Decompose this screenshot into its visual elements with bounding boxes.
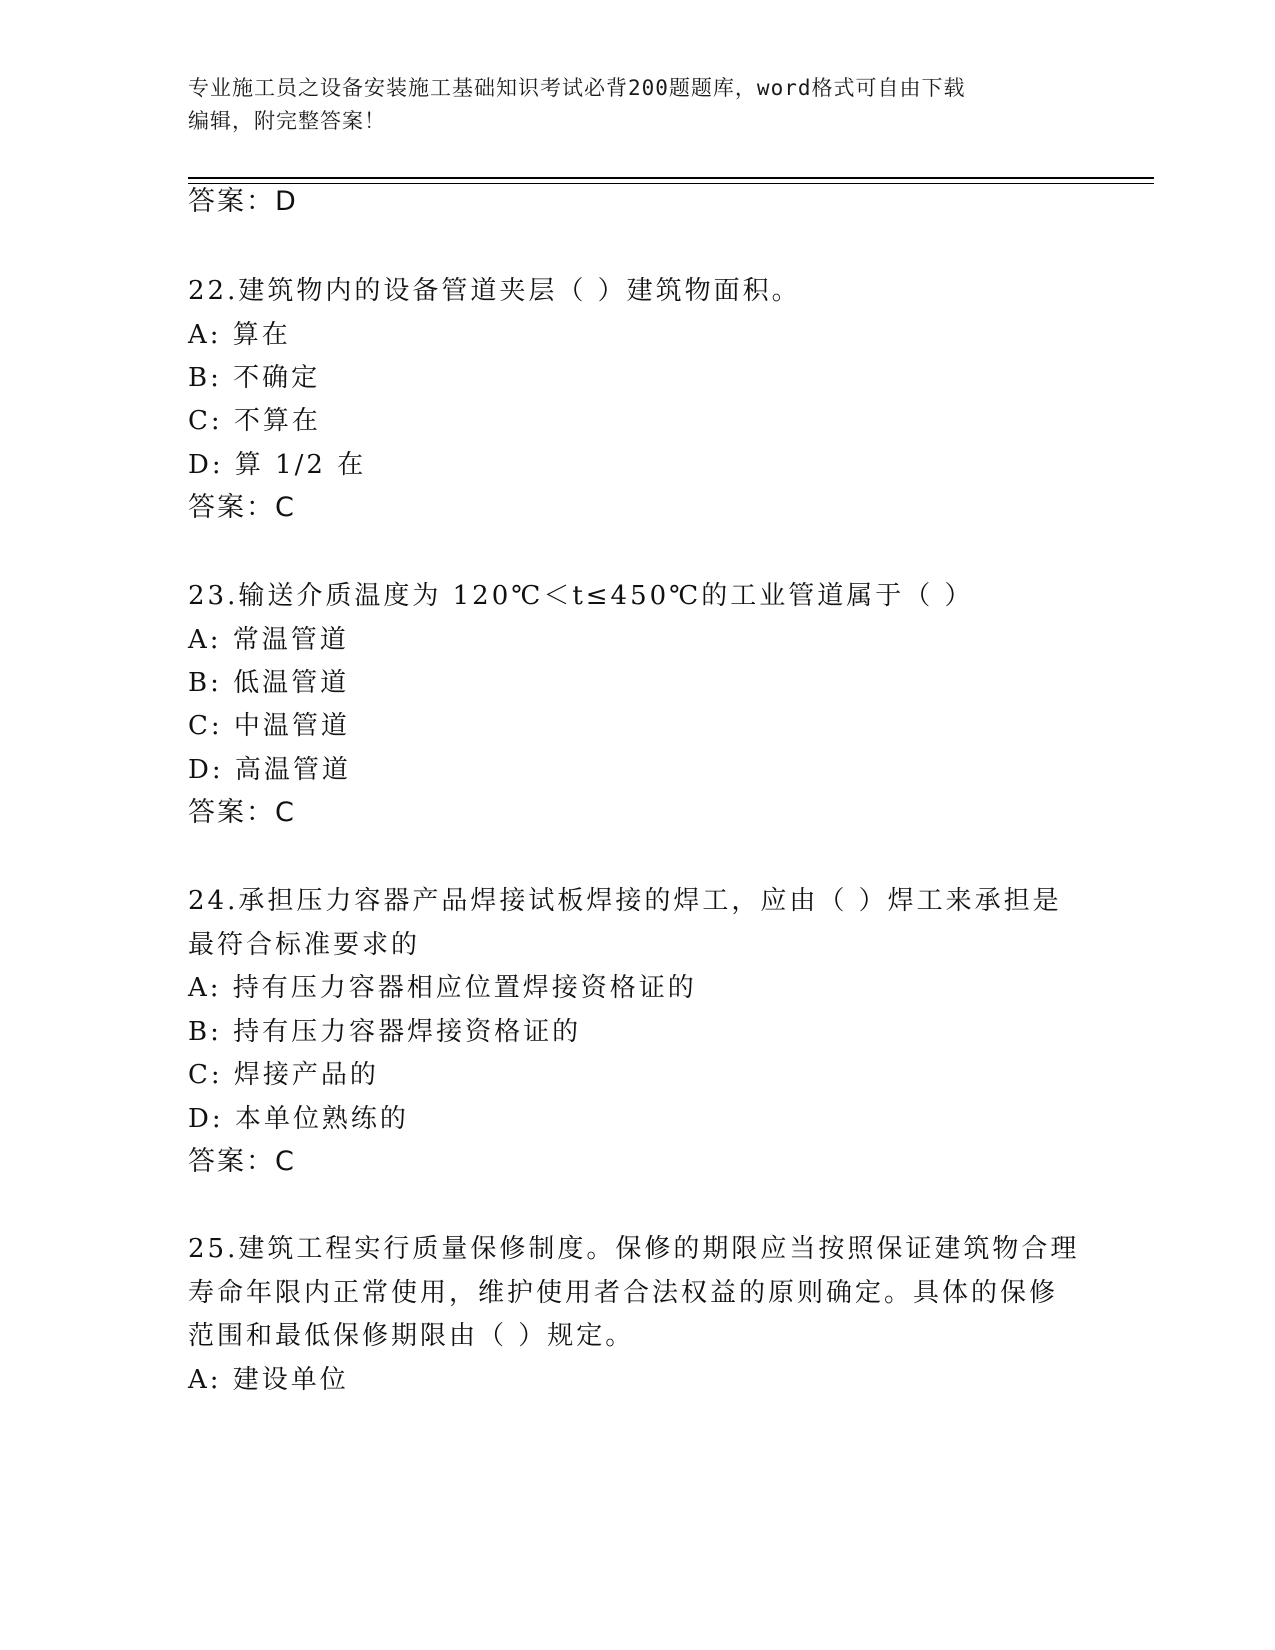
question-22-option-c: C: 不算在 xyxy=(188,406,321,436)
question-23-option-d: D: 高温管道 xyxy=(188,755,351,785)
question-23-option-c: C: 中温管道 xyxy=(188,711,350,741)
question-22-answer: 答案：C xyxy=(188,492,296,523)
answer-line-21: 答案：D xyxy=(188,186,298,217)
header-rule-thick xyxy=(188,177,1154,179)
question-23-answer: 答案：C xyxy=(188,797,296,828)
question-23-stem: 23.输送介质温度为 120℃＜t≤450℃的工业管道属于（ ） xyxy=(188,581,974,611)
question-22-stem: 22.建筑物内的设备管道夹层（ ）建筑物面积。 xyxy=(188,276,801,306)
question-25-option-a: A: 建设单位 xyxy=(188,1365,349,1395)
question-24-option-c: C: 焊接产品的 xyxy=(188,1060,379,1090)
question-23-option-a: A: 常温管道 xyxy=(188,625,349,655)
question-25-stem-line-2: 寿命年限内正常使用，维护使用者合法权益的原则确定。具体的保修 xyxy=(188,1278,1059,1308)
question-24-option-d: D: 本单位熟练的 xyxy=(188,1104,409,1134)
header-line-1: 专业施工员之设备安装施工基础知识考试必背200题题库，word格式可自由下载 xyxy=(188,76,966,100)
question-25-stem-line-1: 25.建筑工程实行质量保修制度。保修的期限应当按照保证建筑物合理 xyxy=(188,1234,1080,1264)
question-23-option-b: B: 低温管道 xyxy=(188,668,350,698)
question-24-stem-line-2: 最符合标准要求的 xyxy=(188,930,421,960)
question-24-option-a: A: 持有压力容器相应位置焊接资格证的 xyxy=(188,973,697,1003)
document-header xyxy=(188,72,1088,138)
question-24-answer: 答案：C xyxy=(188,1146,296,1177)
question-22-option-b: B: 不确定 xyxy=(188,363,321,393)
header-line-2: 编辑，附完整答案！ xyxy=(188,109,386,133)
question-25-stem-line-3: 范围和最低保修期限由（ ）规定。 xyxy=(188,1321,635,1351)
question-24-option-b: B: 持有压力容器焊接资格证的 xyxy=(188,1017,582,1047)
question-24-stem-line-1: 24.承担压力容器产品焊接试板焊接的焊工，应由（ ）焊工来承担是 xyxy=(188,886,1062,916)
question-22-option-a: A: 算在 xyxy=(188,320,291,350)
question-22-option-d: D: 算 1/2 在 xyxy=(188,450,367,480)
header-rule-thin xyxy=(188,183,1154,184)
